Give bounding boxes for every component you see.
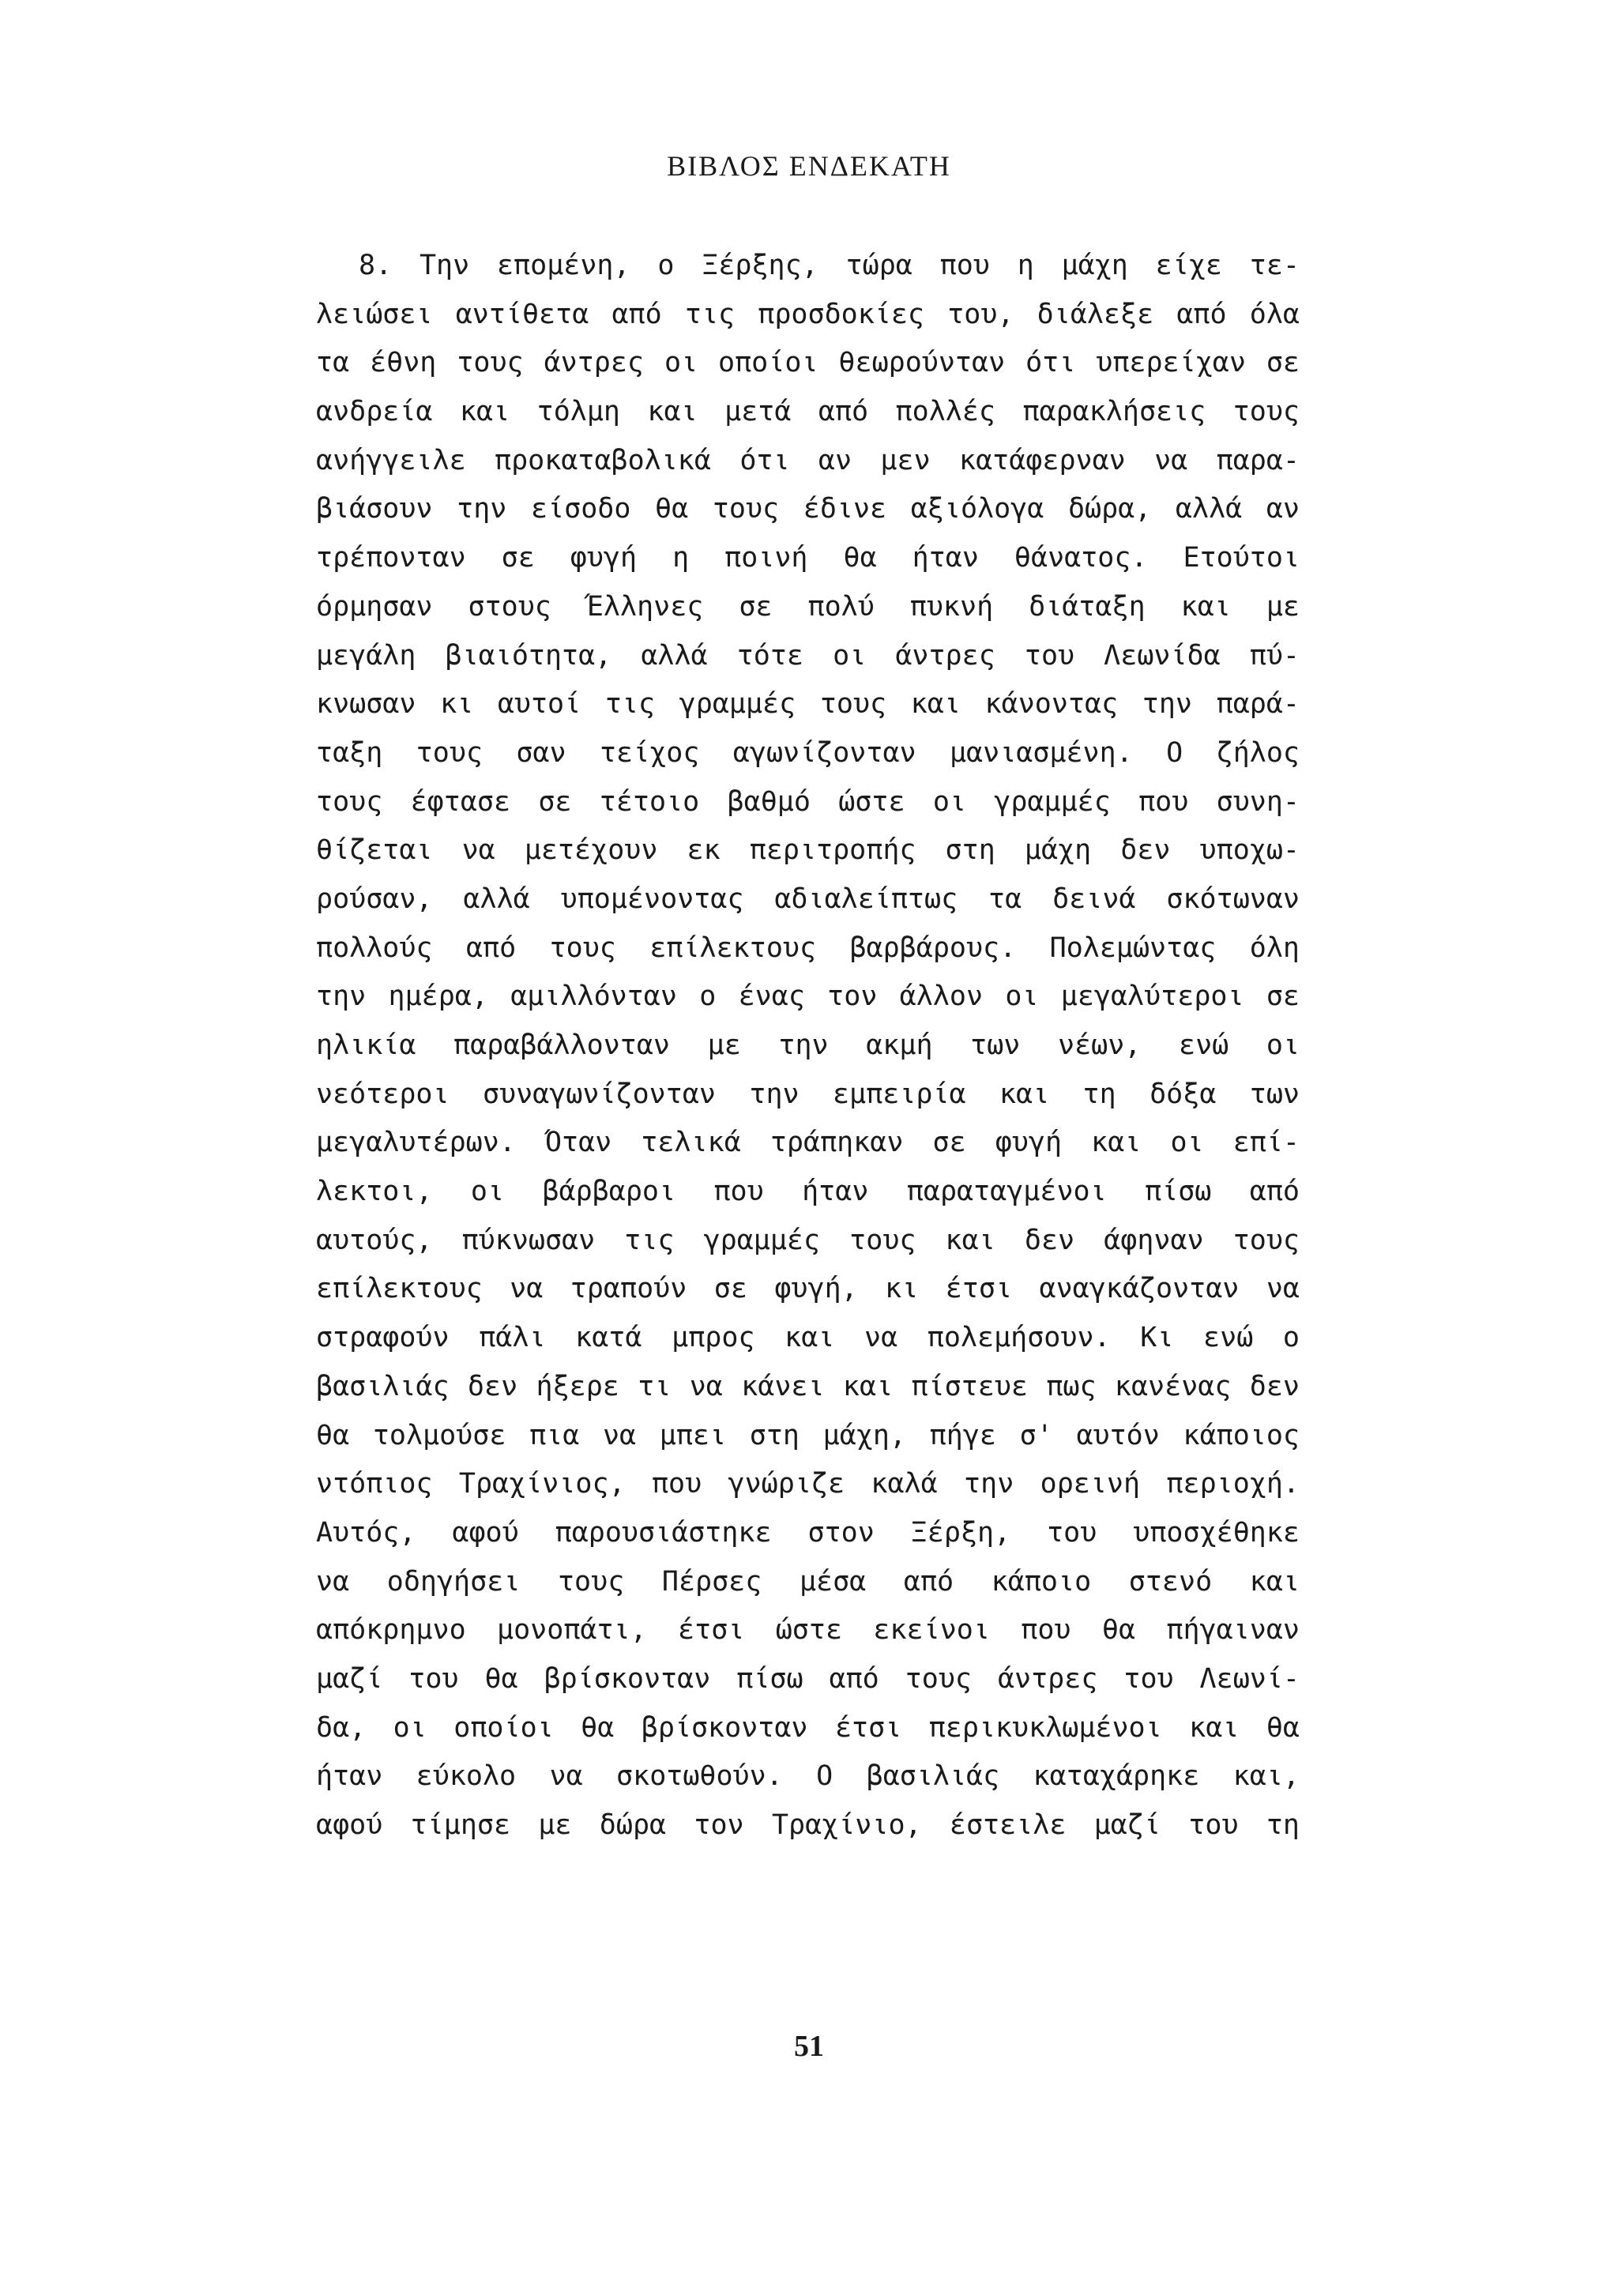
text-line: ηλικία παραβάλλονταν με την ακμή των νέων, ενώ οι: [316, 1029, 1300, 1061]
text-line: ταξη τους σαν τείχος αγωνίζονταν μανιασμένη. Ο ζήλος: [316, 736, 1300, 769]
text-line: 8. Την επομένη, ο Ξέρξης, τώρα που η μάχη είχε τε-: [359, 250, 1300, 281]
text-line: βασιλιάς δεν ήξερε τι να κάνει και πίστευε πως κανένας δεν: [316, 1370, 1300, 1402]
text-line: μεγαλυτέρων. Όταν τελικά τράπηκαν σε φυγή και οι επί-: [316, 1127, 1300, 1159]
text-line: πολλούς από τους επίλεκτους βαρβάρους. Πολεμώντας όλη: [316, 932, 1300, 964]
text-line: αφού τίμησε με δώρα τον Τραχίνιο, έστειλε μαζί του τη: [316, 1809, 1300, 1841]
text-line: ρούσαν, αλλά υπομένοντας αδιαλείπτως τα δεινά σκότωναν: [316, 883, 1300, 915]
text-line: όρμησαν στους Έλληνες σε πολύ πυκνή διάταξη και με: [316, 590, 1300, 623]
text-line: θίζεται να μετέχουν εκ περιτροπής στη μάχη δεν υποχω-: [316, 834, 1300, 867]
text-line: μεγάλη βιαιότητα, αλλά τότε οι άντρες του Λεωνίδα πύ-: [316, 639, 1300, 672]
text-line: αυτούς, πύκνωσαν τις γραμμές τους και δεν άφηναν τους: [316, 1224, 1300, 1256]
text-line: νεότεροι συναγωνίζονταν την εμπειρία και τη δόξα των: [316, 1078, 1300, 1110]
text-line: βιάσουν την είσοδο θα τους έδινε αξιόλογα δώρα, αλλά αν: [316, 493, 1300, 525]
text-line: δα, οι οποίοι θα βρίσκονταν έτσι περικυκλωμένοι και θα: [316, 1711, 1300, 1744]
text-line: ανδρεία και τόλμη και μετά από πολλές παρακλήσεις τους: [316, 396, 1300, 428]
text-line: λεκτοι, οι βάρβαροι που ήταν παραταγμένοι πίσω από: [316, 1176, 1300, 1208]
text-line: τους έφτασε σε τέτοιο βαθμό ώστε οι γραμμές που συνη-: [316, 785, 1300, 818]
text-line: τα έθνη τους άντρες οι οποίοι θεωρούνταν ότι υπερείχαν σε: [316, 347, 1300, 379]
text-line: την ημέρα, αμιλλόνταν ο ένας τον άλλον οι μεγαλύτεροι σε: [316, 981, 1300, 1013]
text-line: ντόπιος Τραχίνιος, που γνώριζε καλά την ορεινή περιοχή.: [316, 1468, 1300, 1500]
text-line: ήταν εύκολο να σκοτωθούν. Ο βασιλιάς καταχάρηκε και,: [316, 1760, 1300, 1793]
text-line: κνωσαν κι αυτοί τις γραμμές τους και κάνοντας την παρά-: [316, 688, 1300, 721]
page-number: 51: [794, 2030, 824, 2063]
text-line: θα τολμούσε πια να μπει στη μάχη, πήγε σ' αυτόν κάποιος: [316, 1419, 1300, 1451]
text-line: στραφούν πάλι κατά μπρος και να πολεμήσουν. Κι ενώ ο: [316, 1322, 1300, 1354]
running-head: ΒΙΒΛΟΣ ΕΝΔΕΚΑΤΗ: [667, 150, 951, 182]
text-line: τρέπονταν σε φυγή η ποινή θα ήταν θάνατος. Ετούτοι: [316, 542, 1300, 574]
text-line: απόκρημνο μονοπάτι, έτσι ώστε εκείνοι που θα πήγαιναν: [316, 1614, 1300, 1647]
text-line: επίλεκτους να τραπούν σε φυγή, κι έτσι αναγκάζονταν να: [316, 1273, 1300, 1305]
body-paragraph: [316, 242, 1300, 1850]
text-line: μαζί του θα βρίσκονταν πίσω από τους άντρες του Λεωνί-: [316, 1662, 1300, 1695]
text-line: να οδηγήσει τους Πέρσες μέσα από κάποιο στενό και: [316, 1565, 1300, 1598]
text-line: Αυτός, αφού παρουσιάστηκε στον Ξέρξη, του υποσχέθηκε: [316, 1516, 1300, 1549]
text-line: λειώσει αντίθετα από τις προσδοκίες του, διάλεξε από όλα: [316, 298, 1300, 330]
text-line: ανήγγειλε προκαταβολικά ότι αν μεν κατάφερναν να παρα-: [316, 444, 1300, 476]
